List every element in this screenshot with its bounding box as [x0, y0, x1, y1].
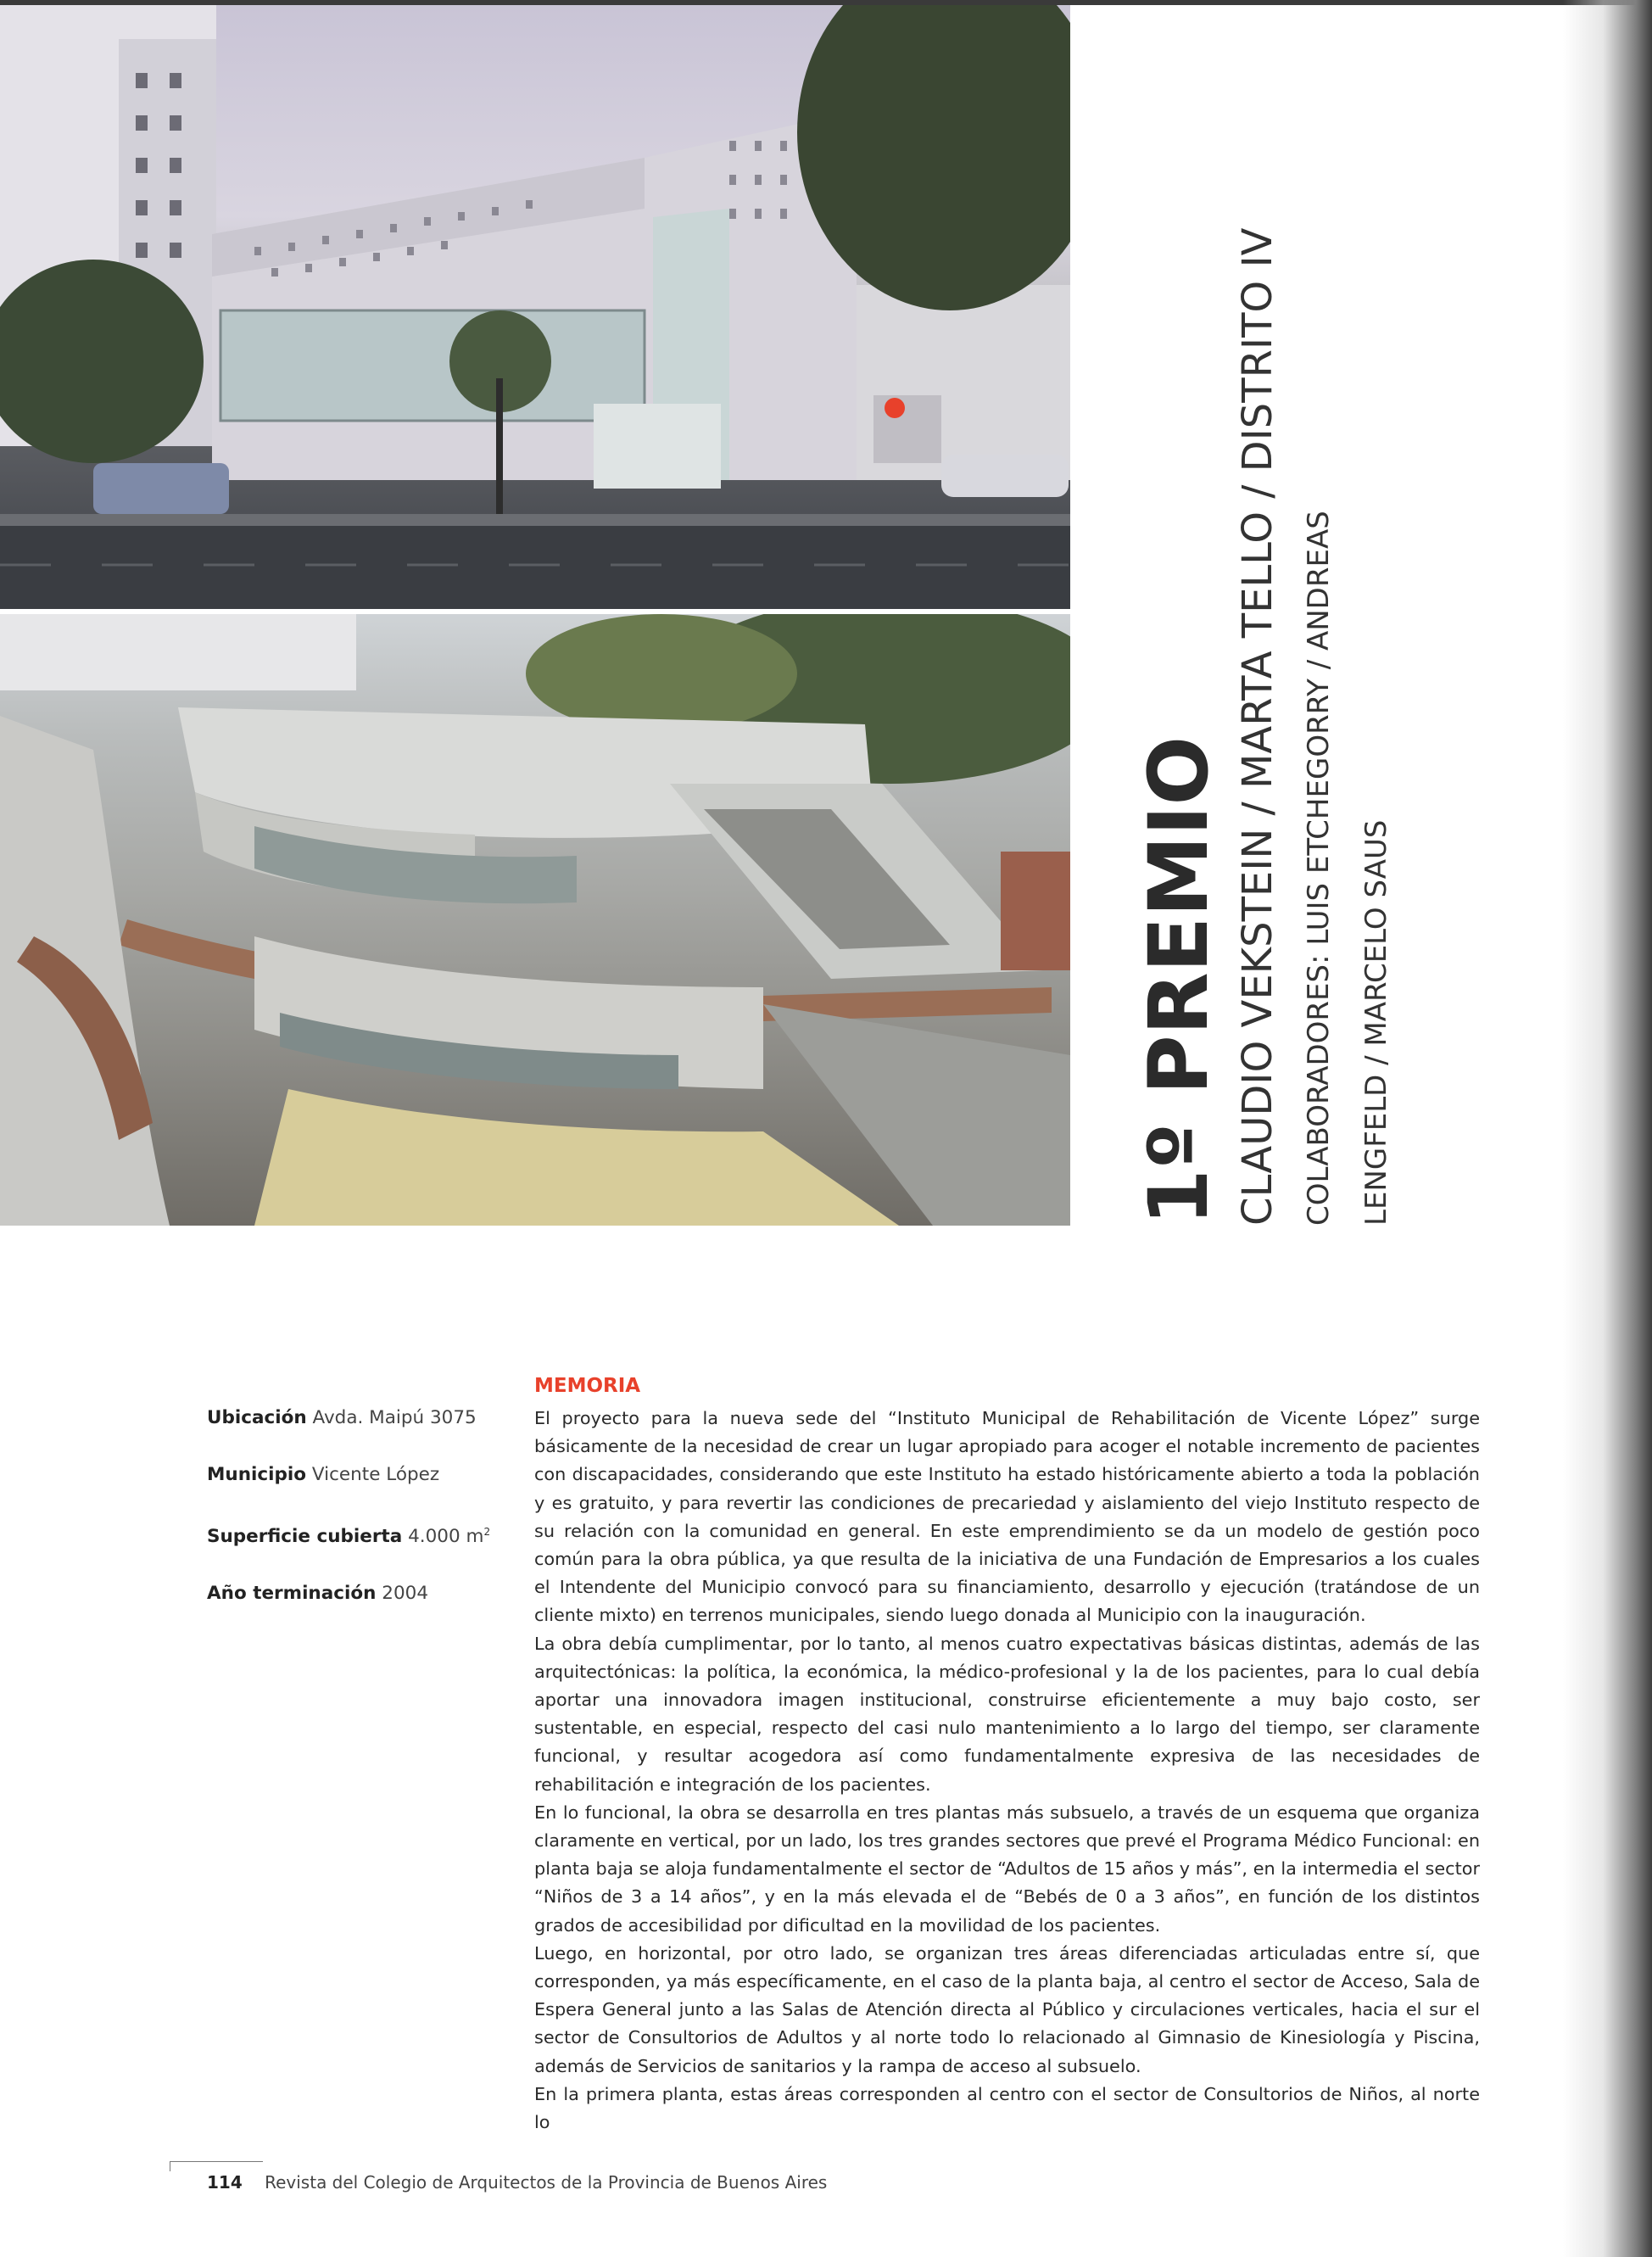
spec-municipality: [207, 1463, 521, 1487]
memoria-heading: MEMORIA: [534, 1375, 641, 1397]
memoria-text: [534, 1405, 1480, 2137]
project-specs: [207, 1406, 521, 1639]
spec-label: Municipio: [207, 1464, 307, 1485]
collaborators-line-2: LENGFELD / MARCELO SAUS: [1359, 819, 1393, 1226]
spec-label: Ubicación: [207, 1407, 307, 1428]
spec-value: 2004: [382, 1583, 429, 1605]
spec-covered-area: [207, 1520, 521, 1549]
facade-photo: [0, 5, 1070, 609]
memoria-paragraph: Luego, en horizontal, por otro lado, se organizan tres áreas diferenciadas articuladas entre sí, que corresponden, ya más específicamente, en el caso de la planta baja, al centro el sector de Acceso, Sala de Espera General junto a las Salas de Atención directa al Público y circulaciones verticales, hacia el sur el sector de Consultorios de Adultos y al norte todo lo relacionado al Gimnasio de Kinesiología y Piscina, además de Servicios de sanitarios y la rampa de acceso al subsuelo.: [534, 1942, 1480, 2076]
prize-title: 1º PREMIO: [1131, 735, 1226, 1226]
memoria-paragraph: En lo funcional, la obra se desarrolla en tres plantas más subsuelo, a través de un esquema que organiza claramente en vertical, por un lado, los tres grandes sectores que prevé el Programa Médico Funcional: en planta baja se aloja fundamentalmente el sector de “Adultos de 15 años y más”, en la intermedia el sector “Niños de 3 a 14 años”, y en la más elevada el de “Bebés de 0 a 3 años”, en función de los distintos grados de accesibilidad por dificultad en la movilidad de los pacientes.: [534, 1802, 1480, 1936]
spec-value: Vicente López: [311, 1464, 440, 1485]
footer-rule: [170, 2161, 263, 2162]
page-number: 114: [207, 2172, 243, 2193]
spec-unit-superscript: 2: [483, 1526, 491, 1538]
memoria-paragraph: En la primera planta, estas áreas corresponden al centro con el sector de Consultorios de Niños, al norte lo: [534, 2083, 1480, 2133]
spec-value: Avda. Maipú 3075: [312, 1407, 477, 1428]
spec-location: [207, 1406, 521, 1430]
publication-name: Revista del Colegio de Arquitectos de la Provincia de Buenos Aires: [265, 2172, 828, 2193]
collaborators-line-1: COLABORADORES: LUIS ETCHEGORRY / ANDREAS: [1302, 511, 1336, 1226]
spec-completion-year: [207, 1582, 521, 1606]
memoria-paragraph: El proyecto para la nueva sede del “Instituto Municipal de Rehabilitación de Vicente López” surge básicamente de la necesidad de crear un lugar apropiado para acoger el notable incremento de pacientes con discapacidades, considerando que este Instituto ha estado históricamente abierto a toda la población y es gratuito, y para revertir las condiciones de precariedad y aislamiento del viejo Instituto respecto de su relación con la comunidad en general. En este emprendimiento se da un modelo de gestión poco común para la obra pública, ya que resulta de la iniciativa de una Fundación de Empresarios a los cuales el Intendente del Municipio convocó para su financiamiento, desarrollo y ejecución (tratándose de un cliente mixto) en terrenos municipales, siendo luego donada al Municipio con la inauguración.: [534, 1408, 1480, 1626]
spec-label: Superficie cubierta: [207, 1526, 403, 1548]
authors-line: CLAUDIO VEKSTEIN / MARTA TELLO / DISTRITO IV: [1234, 227, 1281, 1226]
page-footer: [207, 2172, 827, 2193]
spec-value: 4.000 m: [408, 1526, 484, 1548]
memoria-paragraph: La obra debía cumplimentar, por lo tanto, al menos cuatro expectativas básicas distintas, además de las arquitectónicas: la política, la económica, la médico-profesional y la de los pacientes, para lo cual debía aportar una innovadora imagen institucional, construirse eficientemente a muy bajo costo, ser sustentable, en especial, respecto del casi nulo mantenimiento a lo largo del tiempo, ser claramente funcional, y resultar acogedora así como fundamentalmente expresiva de las necesidades de rehabilitación e integración de los pacientes.: [534, 1633, 1480, 1795]
project-heading: [1132, 13, 1412, 1226]
spec-label: Año terminación: [207, 1583, 377, 1605]
courtyard-photo: [0, 614, 1070, 1226]
page-fold-shadow: [1563, 0, 1652, 2257]
